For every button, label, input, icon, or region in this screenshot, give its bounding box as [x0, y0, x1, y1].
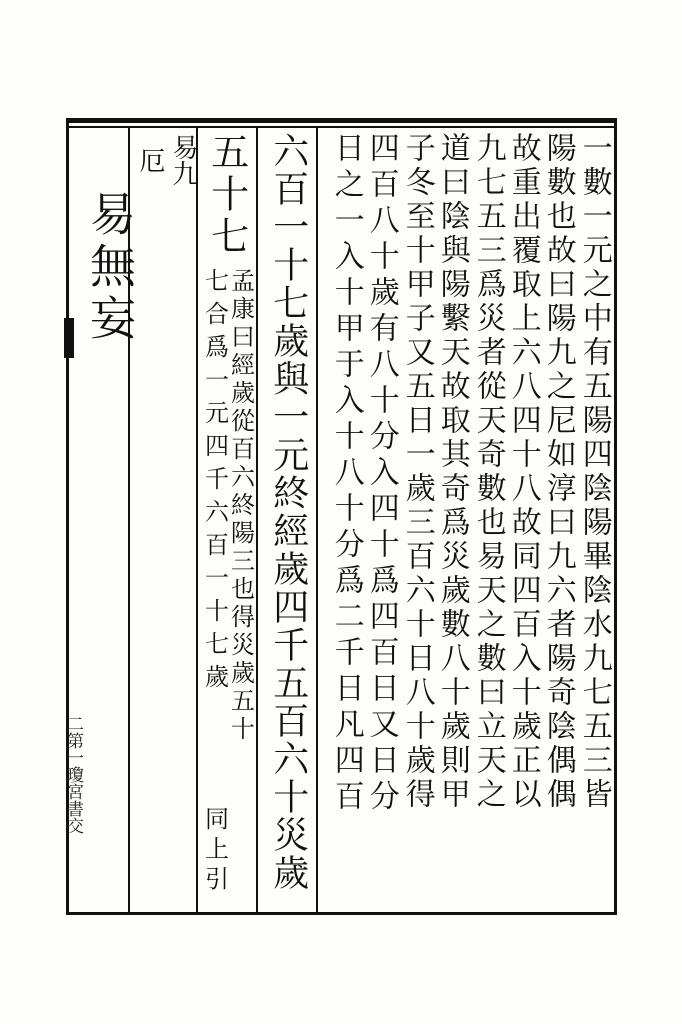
fishtail-mark [64, 318, 74, 358]
head-note-left: 厄 [135, 147, 165, 173]
text-column: 一數一元之中有五陽四陰陽畢陰水九七五三皆 [576, 132, 612, 812]
text-column: 子冬至十甲子又五日一歲三百六十日八十歲得 [399, 132, 435, 812]
text-column: 道曰陰與陽繫天故取其奇爲災歲數八十歲則甲 [434, 132, 470, 812]
commentary-column: 孟康曰經歲從百六終陽三也得災歲五十 [226, 268, 255, 744]
citation-note: 同上引 [200, 806, 229, 896]
commentary-column: 七合爲一元四千六百一十七歲 [200, 268, 229, 697]
text-column: 陽數也故曰陽九之尼如淳曰九六者陽奇陰偶偶 [540, 132, 576, 812]
text-column: 故重出覆取上六八四十八故同四百入十歲正以 [505, 132, 541, 812]
text-column: 九七五三爲災者從天奇數也易天之數曰立天之 [470, 132, 506, 812]
head-note [136, 134, 196, 186]
margin-title [80, 190, 140, 346]
large-text-column: 五十七 [204, 132, 249, 258]
fold-edge-text: 二第一瓊宮書交 [63, 715, 83, 834]
text-column: 四百八十歲有八十分入四十爲四百日又日分 [363, 132, 399, 816]
top-border-inner [66, 126, 614, 128]
margin-title-text: 易無妄 [83, 190, 137, 346]
right-border [614, 118, 617, 915]
column-divider [256, 126, 258, 914]
column-divider [316, 126, 318, 914]
top-border [66, 118, 614, 123]
text-column: 日之一入十甲于入十八十分爲二千日凡四百 [328, 132, 364, 816]
head-note-top: 易九 [168, 134, 198, 186]
large-text-column: 六百一十七歲與一元終經歲四千五百六十災歲 [267, 132, 309, 892]
bottom-border [66, 912, 614, 915]
